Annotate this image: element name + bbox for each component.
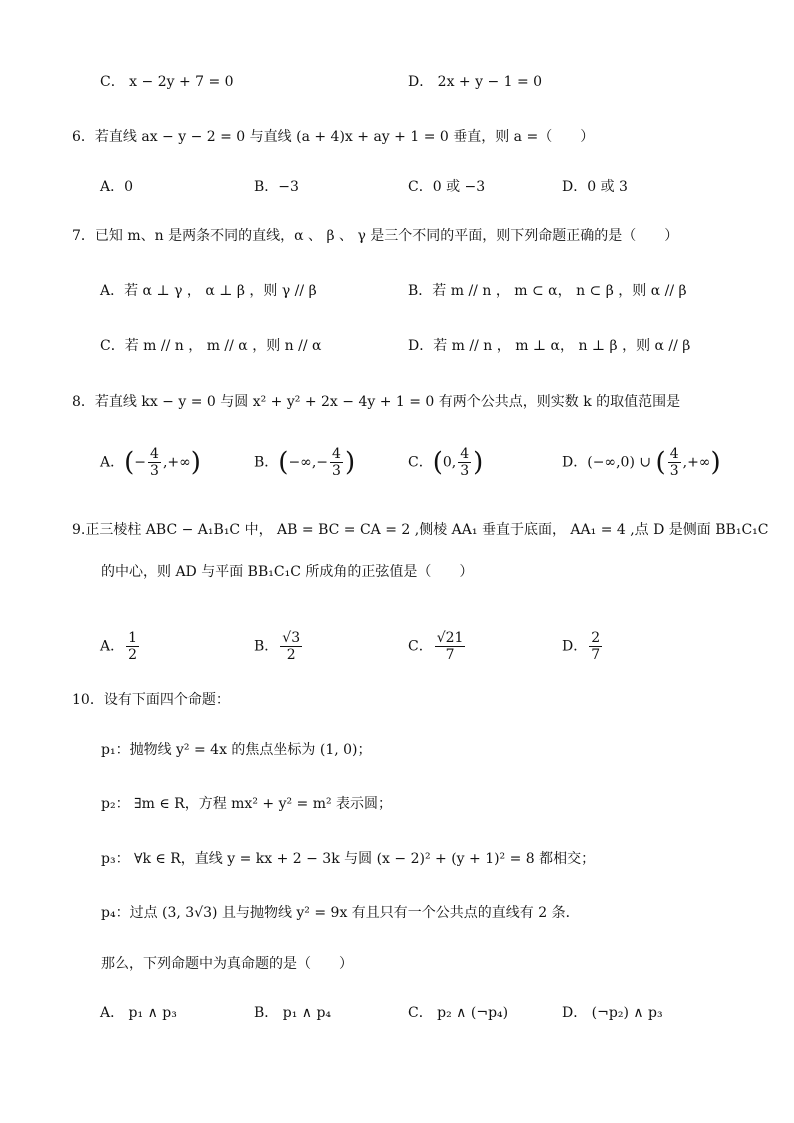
q7-option-c: C．若 m // n ， m // α ，则 n // α	[100, 338, 322, 354]
q5-option-c: C． x − 2y + 7 = 0	[100, 74, 234, 90]
q5-option-d: D． 2x + y − 1 = 0	[408, 74, 543, 90]
q10-option-b: B． p₁ ∧ p₄	[254, 1005, 332, 1021]
q9-stem-line1: 9.正三棱柱 ABC − A₁B₁C 中， AB = BC = CA = 2 ,侧棱 AA₁ 垂直于底面， AA₁ = 4 ,点 D 是侧面 BB₁C₁C	[72, 522, 769, 538]
denominator: 3	[150, 463, 159, 479]
option-label: A．	[100, 454, 125, 471]
numerator: 4	[460, 446, 470, 462]
q6-option-b: B．−3	[254, 179, 299, 195]
denominator: 7	[591, 647, 601, 663]
q10-option-a: A． p₁ ∧ p₃	[100, 1005, 177, 1021]
q6-option-c: C．0 或 −3	[408, 179, 486, 195]
option-label: A．	[100, 638, 125, 655]
interval-end: ,+∞	[162, 454, 191, 471]
interval-end: ,+∞	[682, 454, 711, 471]
fraction	[458, 446, 471, 479]
q8-option-c: C．(0, $\frac{4}{3}$ )	[408, 446, 484, 479]
denominator: 2	[128, 647, 138, 663]
numerator: √3	[282, 630, 301, 646]
option-label: C．	[408, 454, 433, 471]
q10-stem: 10．设有下面四个命题：	[72, 692, 230, 708]
q9-stem-line2: 的中心，则 AD 与平面 BB₁C₁C 所成角的正弦值是（ ）	[101, 564, 474, 580]
denominator: 3	[669, 463, 679, 479]
denominator: 7	[445, 647, 455, 663]
denominator: 3	[332, 463, 341, 479]
fraction	[280, 630, 302, 663]
q7-option-d: D．若 m // n ， m ⊥ α， n ⊥ β ，则 α // β	[408, 338, 691, 354]
q10-proposition-p1: p₁：抛物线 y² = 4x 的焦点坐标为 (1, 0)；	[101, 742, 372, 758]
interval-start: −∞,−	[288, 454, 329, 471]
q6-option-d: D．0 或 3	[562, 179, 628, 195]
q9-option-b	[254, 630, 304, 663]
numerator: 4	[669, 446, 679, 462]
q10-proposition-p3: p₃： ∀k ∈ R，直线 y = kx + 2 − 3k 与圆 (x − 2)² + (y + 1)² = 8 都相交；	[101, 851, 596, 867]
interval-start: 0,	[442, 454, 457, 471]
denominator: 3	[460, 463, 470, 479]
interval-union: (−∞,0) ∪	[587, 454, 656, 471]
q9-option-a	[100, 630, 141, 663]
numerator: 1	[128, 630, 138, 646]
option-label: B．	[254, 638, 279, 655]
numerator: 4	[150, 446, 159, 462]
q8-option-d: D．(−∞,0) ∪ ( $\frac{4}{3}$ ,+∞)	[562, 446, 721, 479]
numerator: 2	[591, 630, 601, 646]
q7-stem: 7．已知 m、n 是两条不同的直线，α 、 β 、 γ 是三个不同的平面，则下列命题正确的是（ ）	[72, 228, 679, 244]
fraction-sign: −	[134, 454, 147, 471]
fraction	[330, 446, 343, 479]
option-label: D．	[562, 638, 588, 655]
fraction	[148, 446, 161, 479]
option-label: D．	[562, 454, 588, 471]
fraction	[435, 630, 466, 663]
q9-option-c	[408, 630, 467, 663]
q10-question: 那么，下列命题中为真命题的是（ ）	[101, 956, 353, 972]
q10-proposition-p4: p₄：过点 (3, 3√3) 且与抛物线 y² = 9x 有且只有一个公共点的直线有 2 条．	[101, 905, 580, 921]
denominator: 2	[286, 647, 296, 663]
fraction	[589, 630, 602, 663]
numerator: √21	[436, 630, 464, 646]
numerator: 4	[332, 446, 341, 462]
q6-stem: 6．若直线 ax − y − 2 = 0 与直线 (a + 4)x + ay + 1 = 0 垂直，则 a =（ ）	[72, 129, 595, 145]
fraction	[668, 446, 681, 479]
q10-proposition-p2: p₂： ∃m ∈ R，方程 mx² + y² = m² 表示圆；	[101, 796, 393, 812]
q8-option-b: B．(−∞,− $\frac{4}{3}$ )	[254, 446, 356, 479]
q7-option-a: A．若 α ⊥ γ ， α ⊥ β ，则 γ // β	[100, 283, 317, 299]
fraction	[126, 630, 139, 663]
q9-option-d	[562, 630, 604, 663]
q10-option-d: D． (¬p₂) ∧ p₃	[562, 1005, 663, 1021]
q6-option-a: A．0	[100, 179, 134, 195]
q10-option-c: C． p₂ ∧ (¬p₄)	[408, 1005, 509, 1021]
q7-option-b: B．若 m // n ， m ⊂ α， n ⊂ β ，则 α // β	[408, 283, 687, 299]
option-label: C．	[408, 638, 433, 655]
option-label: B．	[254, 454, 279, 471]
q8-option-a: A．(− $\frac{4}{3}$ ,+∞)	[100, 446, 201, 479]
q8-stem: 8．若直线 kx − y = 0 与圆 x² + y² + 2x − 4y + 1 = 0 有两个公共点，则实数 k 的取值范围是	[72, 394, 681, 410]
